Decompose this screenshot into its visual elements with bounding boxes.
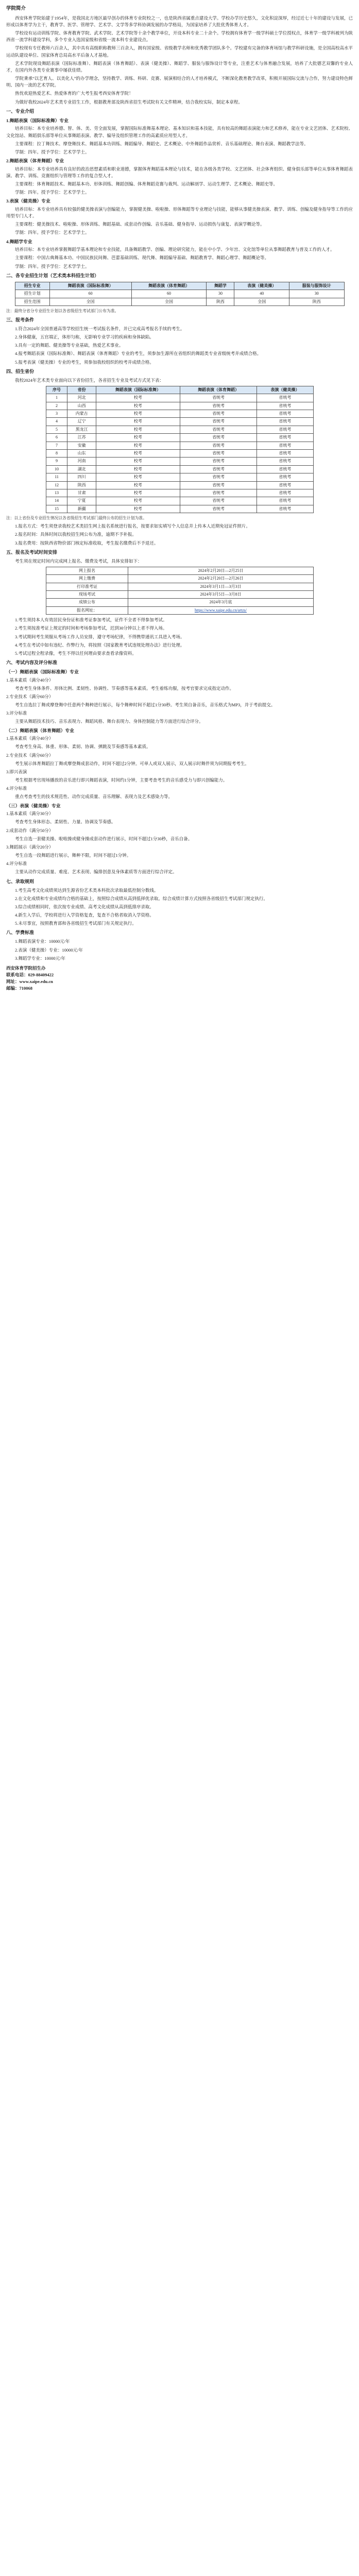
table-row bbox=[46, 442, 313, 449]
table-row bbox=[46, 402, 313, 410]
admission-rule: 3.综合成绩相同时，依次按专业成绩、高考文化成绩从高到低排序录取。 bbox=[15, 904, 154, 909]
table-row bbox=[46, 410, 313, 418]
table-note: 注：最终分省分专业招生计划以各省级招生考试部门公布为准。 bbox=[6, 308, 119, 313]
provinces-intro: 我校2024年艺术类专业面向以下省份招生，各省招生专业及考试方式见下表： bbox=[15, 377, 164, 383]
major-paragraph: 主要课程：健美操技术、啦啦操、形体训练、舞蹈基础、成套动作创编、音乐基础、健身指导、运动损伤与康复、表演学概论等。 bbox=[15, 222, 265, 227]
table-cell: 校考 bbox=[96, 442, 180, 449]
contact-line: 联系电话：029-88409422 bbox=[6, 972, 54, 978]
table-cell: 10 bbox=[46, 465, 67, 473]
table-cell: 30 bbox=[207, 290, 234, 298]
major-paragraph: 培养目标：本专业培养掌握舞蹈学基本理论和专业技能，具备舞蹈教学、创编、理论研究能力，能在中小学、少年宫、文化馆等单位从事舞蹈教育与普及工作的人才。 bbox=[15, 247, 335, 252]
table-cell: 内蒙古 bbox=[67, 410, 96, 418]
table-row bbox=[46, 394, 313, 402]
table-cell: 河南 bbox=[67, 457, 96, 465]
table-cell: 省统考 bbox=[257, 481, 313, 489]
table-row bbox=[46, 434, 313, 442]
table-cell: 河北 bbox=[67, 394, 96, 402]
major-paragraph: 主要课程：中国古典舞基本功、中国民族民间舞、芭蕾基础训练、现代舞、舞蹈编导基础、舞蹈教育学、舞蹈心理学、舞蹈概论等。 bbox=[15, 255, 269, 261]
table-cell: 40 bbox=[234, 290, 289, 298]
table-cell: 15 bbox=[46, 505, 67, 513]
table-header-cell: 舞蹈表演（体育舞蹈） bbox=[131, 282, 207, 290]
table-cell: 校考 bbox=[96, 489, 180, 497]
table-cell: 6 bbox=[46, 434, 67, 442]
table-header-cell: 舞蹈表演（体育舞蹈） bbox=[180, 386, 257, 394]
exam-rule: 1.考生须持本人有效居民身份证和准考证参加考试，证件不全者不得参加考试。 bbox=[15, 617, 167, 623]
exam-item-text: 主要从动作完成质量、难度、艺术表现、编排创意及身体素质等方面进行综合评定。 bbox=[15, 869, 177, 875]
table-row bbox=[46, 575, 313, 583]
intro-paragraph: 学校现有专任教师六百余人，其中具有高级职称教师三百余人，拥有国家级、省级教学名师和优秀教学团队多个。学校建有完备的体育场馆与教学科研设施，是全国高校高水平运动队建设单位、国家体育总局高水平后备人才基地。 bbox=[6, 45, 353, 58]
tuition-item: 2.表演（健美操）专业：10000元/年 bbox=[15, 947, 83, 953]
exam-item-title: 2.专业技术（满分60分） bbox=[6, 752, 54, 758]
table-cell: 省统考 bbox=[180, 394, 257, 402]
table-cell: 11 bbox=[46, 473, 67, 481]
table-cell: 陕西 bbox=[289, 298, 344, 306]
exam-rule: 5.考试过程全程录像，考生不得以任何理由要求查看录像资料。 bbox=[15, 650, 136, 656]
tuition-item: 3.舞蹈学专业：10000元/年 bbox=[15, 955, 65, 961]
table-cell: 5 bbox=[46, 426, 67, 433]
table-cell: 招生计划 bbox=[15, 290, 49, 298]
table-cell: 省统考 bbox=[180, 465, 257, 473]
exam-rule: 4.考生在考试中如有违纪、作弊行为，将按照《国家教育考试违规处理办法》进行处理。 bbox=[15, 642, 185, 648]
table-cell: 现场考试 bbox=[46, 591, 128, 599]
major-paragraph: 学制：四年。授予学位：艺术学学士。 bbox=[15, 190, 90, 195]
table-row bbox=[46, 599, 313, 606]
exam-item-text: 考生自选一套健美操、啦啦操或健身操成套动作进行展示，时间不超过1分30秒，音乐自备。 bbox=[15, 836, 193, 841]
table-cell: 30 bbox=[289, 290, 344, 298]
section-title-majors: 一、专业介绍 bbox=[6, 108, 35, 114]
table-cell: 7 bbox=[46, 442, 67, 449]
provinces-table-body bbox=[46, 394, 313, 513]
exam-item-title: 3.即兴表演 bbox=[6, 769, 27, 774]
section-title-plan: 二、各专业招生计划（艺术类本科招生计划） bbox=[6, 273, 99, 278]
document-page bbox=[6, 3, 353, 992]
intro-paragraph: 西安体育学院始建于1954年，是我国北方地区最早创办的体育专业院校之一，也是陕西省属重点建设大学。学校办学历史悠久，文化积淀深厚，经过近七十年的建设与发展，已形成以体育学为主干，教育学、医学、管理学、艺术学、文学等多学科协调发展的办学格局，为国家培养了大批优秀体育人才。 bbox=[6, 15, 353, 27]
table-cell: 省统考 bbox=[180, 505, 257, 513]
table-cell: 校考 bbox=[96, 450, 180, 457]
major-heading: 4.舞蹈学专业 bbox=[6, 239, 32, 244]
schedule-intro: 考生须在规定时间内完成网上报名、缴费及考试，具体安排如下： bbox=[15, 558, 142, 564]
table-cell: 省统考 bbox=[257, 418, 313, 426]
intro-paragraph: 为做好我校2024年艺术类专业招生工作，根据教育部及陕西省招生考试院有关文件精神，结合我校实际，制定本章程。 bbox=[15, 99, 243, 105]
table-cell: 省统考 bbox=[257, 394, 313, 402]
table-cell: 省统考 bbox=[257, 434, 313, 442]
exam-item-text: 考生自选一段舞蹈进行展示，舞种不限，时间不超过1分钟。 bbox=[15, 853, 131, 858]
table-cell: 校考 bbox=[96, 473, 180, 481]
exam-item-text: 重点考查考生的技术规范性、动作完成质量、音乐理解、表现力及艺术感染力等。 bbox=[15, 794, 173, 800]
table-row bbox=[46, 426, 313, 433]
intro-section bbox=[6, 15, 353, 106]
table-row bbox=[46, 489, 313, 497]
table-cell: 省统考 bbox=[180, 481, 257, 489]
exam-item-text: 主要从舞蹈技术技巧、音乐表现力、舞蹈风格、舞台表现力、身体控制能力等方面进行综合评分。 bbox=[15, 719, 203, 724]
table-cell: 宁夏 bbox=[67, 497, 96, 505]
table-cell: 4 bbox=[46, 418, 67, 426]
exam-item-text: 考查考生身体条件、形体比例、柔韧性、协调性、节奏感等基本素质。考生着练功服，按考官要求完成指定动作。 bbox=[15, 685, 234, 691]
major-paragraph: 培养目标：本专业培养具有良好的政治思想素质和职业道德，掌握体育舞蹈基本理论与技术，能在各级各类学校、文艺团体、社会体育组织、健身俱乐部等单位从事体育舞蹈表演、教学、训练、竞赛组织与管理等工作的复合型人才。 bbox=[6, 166, 353, 178]
table-cell: 省统考 bbox=[180, 457, 257, 465]
table-cell bbox=[128, 606, 313, 614]
table-header-cell: 舞蹈表演（国际标准舞） bbox=[49, 282, 131, 290]
table-cell: 网上缴费 bbox=[46, 575, 128, 583]
exam-rule: 2.考生须按准考证上规定的时间和考场参加考试，迟到30分钟以上者不得入场。 bbox=[15, 625, 167, 631]
section-title-provinces: 四、招生省份 bbox=[6, 368, 35, 374]
section-title-tuition: 八、学费标准 bbox=[6, 930, 35, 936]
table-cell: 校考 bbox=[96, 394, 180, 402]
table-row bbox=[46, 450, 313, 457]
intro-paragraph: 学校设有运动训练学院、体育教育学院、武术学院、艺术学院等十余个教学单位，开设本科专业二十余个。学校拥有体育学一级学科硕士学位授权点，体育学一级学科被列为陕西省一流学科建设学科，多个专业入选国家级和省级一流本科专业建设点。 bbox=[6, 30, 353, 43]
tuition-section bbox=[6, 938, 353, 962]
table-cell: 省统考 bbox=[257, 497, 313, 505]
major-paragraph: 学制：四年。授予学位：艺术学学士。 bbox=[15, 230, 90, 235]
schedule-table bbox=[46, 567, 314, 615]
table-cell: 校考 bbox=[96, 457, 180, 465]
table-cell: 校考 bbox=[96, 481, 180, 489]
table-cell: 陕西 bbox=[67, 481, 96, 489]
majors-section bbox=[6, 117, 353, 270]
table-row bbox=[46, 473, 313, 481]
exam-item-title: 4.评分标准 bbox=[6, 861, 27, 867]
requirement-item: 4.报考舞蹈表演（国际标准舞）、舞蹈表演（体育舞蹈）专业的考生，须参加生源所在省组织的舞蹈类专业省级统考并成绩合格。 bbox=[15, 351, 262, 357]
major-paragraph: 主要课程：体育舞蹈技术、舞蹈基本功、形体训练、舞蹈创编、体育舞蹈竞赛与裁判、运动解剖学、运动生理学、艺术概论、舞蹈史等。 bbox=[15, 181, 278, 187]
admission-rule: 1.考生高考文化成绩须达到生源省份艺术类本科批次录取最低控制分数线。 bbox=[15, 887, 159, 893]
table-cell: 省统考 bbox=[257, 410, 313, 418]
table-cell: 省统考 bbox=[257, 465, 313, 473]
table-cell: 2024年2月20日—2月25日 bbox=[128, 567, 313, 574]
exam-item-title: 1.基本素质（满分30分） bbox=[6, 811, 54, 817]
table-cell: 全国 bbox=[49, 298, 131, 306]
table-cell: 省统考 bbox=[180, 489, 257, 497]
tuition-item: 1.舞蹈表演专业：10000元/年 bbox=[15, 939, 70, 944]
registration-item: 2.报名时间：具体时间以我校招生网公布为准，逾期不予补报。 bbox=[15, 532, 136, 537]
registration-item: 3.报名费用：按陕西省物价部门核定标准收取，考生报名缴费后不予退还。 bbox=[15, 540, 159, 546]
exam-item-title: 2.专业技术（满分60分） bbox=[6, 693, 54, 699]
table-header-cell: 表演（健美操） bbox=[234, 282, 289, 290]
table-cell: 辽宁 bbox=[67, 418, 96, 426]
major-heading: 3.表演（健美操）专业 bbox=[6, 198, 50, 204]
admission-rule: 4.新生入学后，学校将进行入学资格复查，复查不合格者取消入学资格。 bbox=[15, 912, 154, 918]
table-cell: 全国 bbox=[234, 298, 289, 306]
table-cell: 省统考 bbox=[180, 410, 257, 418]
table-cell: 2024年3月5日—3月8日 bbox=[128, 591, 313, 599]
contact-line: 邮编：710068 bbox=[6, 986, 33, 991]
major-heading: 2.舞蹈表演（体育舞蹈）专业 bbox=[6, 158, 64, 164]
table-cell: 校考 bbox=[96, 465, 180, 473]
table-cell: 省统考 bbox=[180, 497, 257, 505]
contact-line: 网址：www.xaipe.edu.cn bbox=[6, 979, 53, 985]
major-heading: 1.舞蹈表演（国际标准舞）专业 bbox=[6, 117, 69, 123]
table-cell: 省统考 bbox=[180, 434, 257, 442]
contact-line: 西安体育学院招生办 bbox=[6, 965, 46, 971]
table-cell: 校考 bbox=[96, 434, 180, 442]
table-row bbox=[46, 583, 313, 590]
section-title-admission: 七、录取规则 bbox=[6, 878, 35, 884]
requirement-item: 3.具有一定的舞蹈、健美操等专业基础，热爱艺术事业。 bbox=[15, 343, 124, 348]
table-header-cell: 表演（健美操） bbox=[257, 386, 313, 394]
major-paragraph: 学制：四年。授予学位：艺术学学士。 bbox=[15, 149, 90, 155]
table-header-cell: 省份 bbox=[67, 386, 96, 394]
table-cell: 2024年3月底 bbox=[128, 599, 313, 606]
table-cell: 省统考 bbox=[257, 473, 313, 481]
table-cell: 招生范围 bbox=[15, 298, 49, 306]
requirement-item: 2.身体健康，五官端正，体形匀称，无影响专业学习的疾病和身体缺陷。 bbox=[15, 334, 154, 340]
table-cell: 1 bbox=[46, 394, 67, 402]
table-cell: 校考 bbox=[96, 402, 180, 410]
exam-item-title: 1.基本素质（满分40分） bbox=[6, 736, 54, 741]
table-cell: 报名网址： bbox=[46, 606, 128, 614]
major-paragraph: 培养目标：本专业培养德、智、体、美、劳全面发展，掌握国际标准舞基本理论、基本知识和基本技能，具有较高的舞蹈表演能力和艺术修养，能在专业文艺团体、艺术院校、文化馆站、舞蹈俱乐部等单位从事舞蹈表演、教学、编导及组织管理工作的高素质应用型人才。 bbox=[6, 126, 353, 138]
section-title-schedule: 五、报名及考试时间安排 bbox=[6, 549, 58, 555]
exam-item-title: 2.成套动作（满分50分） bbox=[6, 827, 54, 833]
table-cell: 省统考 bbox=[257, 457, 313, 465]
exam-major-heading: （二）舞蹈表演（体育舞蹈）专业 bbox=[6, 727, 74, 733]
enrollment-plan-table bbox=[15, 282, 345, 306]
table-cell: 60 bbox=[131, 290, 207, 298]
major-paragraph: 主要课程：拉丁舞技术、摩登舞技术、舞蹈基本功训练、舞蹈编导、舞蹈史、艺术概论、中外舞蹈作品赏析、音乐基础理论、舞台表演、舞蹈教学法等。 bbox=[15, 141, 309, 146]
exam-item-title: 3.评分标准 bbox=[6, 710, 27, 716]
table-header-cell: 招生专业 bbox=[15, 282, 49, 290]
table-cell: 成绩公布 bbox=[46, 599, 128, 606]
table-header-row bbox=[15, 282, 344, 290]
exam-item-text: 考生自选拉丁舞或摩登舞中任意两个舞种进行展示，每个舞种时间不超过1分30秒。考生须自备音乐，音乐格式为MP3，并于考前提交。 bbox=[15, 702, 276, 708]
table-header-row bbox=[46, 386, 313, 394]
exam-content-section bbox=[6, 669, 353, 876]
table-cell: 校考 bbox=[96, 505, 180, 513]
table-row bbox=[46, 606, 313, 614]
table-cell: 3 bbox=[46, 410, 67, 418]
intro-paragraph: 热忱欢迎热爱艺术、热爱体育的广大考生报考西安体育学院！ bbox=[15, 91, 133, 96]
table-cell: 陕西 bbox=[207, 298, 234, 306]
exam-item-text: 考生根据考官现场播放的音乐进行即兴舞蹈表演，时间约1分钟，主要考查考生的音乐感受力与即兴创编能力。 bbox=[15, 777, 228, 783]
admission-rule: 2.在文化成绩和专业成绩均合格的基础上，按照综合成绩从高到低择优录取。综合成绩计算方式按照各省级招生考试部门规定执行。 bbox=[15, 895, 268, 901]
table-row bbox=[15, 290, 344, 298]
table-cell: 安徽 bbox=[67, 442, 96, 449]
exam-major-heading: （三）表演（健美操）专业 bbox=[6, 803, 61, 808]
table-cell: 2 bbox=[46, 402, 67, 410]
table-header-cell: 服装与服饰设计 bbox=[289, 282, 344, 290]
table-header-cell: 舞蹈学 bbox=[207, 282, 234, 290]
table-note: 注：以上省份及专业招生情况以各省级招生考试部门最终公布的招生计划为准。 bbox=[6, 516, 147, 521]
exam-item-title: 4.评分标准 bbox=[6, 786, 27, 791]
table-cell: 省统考 bbox=[180, 450, 257, 457]
table-cell: 2024年2月20日—2月26日 bbox=[128, 575, 313, 583]
table-row bbox=[46, 418, 313, 426]
table-cell: 江苏 bbox=[67, 434, 96, 442]
admission-section bbox=[6, 887, 353, 927]
table-row bbox=[46, 457, 313, 465]
table-cell: 网上报名 bbox=[46, 567, 128, 574]
intro-paragraph: 艺术学院现设舞蹈表演（国际标准舞）、舞蹈表演（体育舞蹈）、表演（健美操）、舞蹈学、服装与服饰设计等专业，注重艺术与体育融合发展，培养了大批德艺双馨的专业人才，在国内外各类专业赛事中屡获佳绩。 bbox=[6, 60, 353, 73]
table-row bbox=[46, 497, 313, 505]
section-title-exam-content: 六、考试内容及评分标准 bbox=[6, 660, 58, 666]
table-row bbox=[46, 481, 313, 489]
exam-major-heading: （一）舞蹈表演（国际标准舞）专业 bbox=[6, 669, 79, 674]
exam-item-title: 3.舞蹈展示（满分20分） bbox=[6, 844, 54, 850]
section-title-requirements: 三、报考条件 bbox=[6, 317, 35, 323]
exam-item-text: 考查考生身高、体重、形体、柔韧、协调、弹跳及节奏感等基本素质。 bbox=[15, 744, 151, 750]
table-cell: 13 bbox=[46, 489, 67, 497]
requirement-item: 1.符合2024年全国普通高等学校招生统一考试报名条件，并已完成高考报名手续的考生。 bbox=[15, 326, 185, 331]
table-cell: 山东 bbox=[67, 450, 96, 457]
exam-rule: 3.考试期间考生须服从考场工作人员安排，遵守考场纪律，不得携带通讯工具进入考场。 bbox=[15, 634, 185, 639]
table-cell: 9 bbox=[46, 457, 67, 465]
table-row bbox=[46, 567, 313, 574]
table-cell: 省统考 bbox=[257, 426, 313, 433]
table-header-cell: 舞蹈表演（国际标准舞） bbox=[96, 386, 180, 394]
table-cell: 打印准考证 bbox=[46, 583, 128, 590]
exam-item-title: 1.基本素质（满分40分） bbox=[6, 677, 54, 683]
table-cell: 校考 bbox=[96, 418, 180, 426]
admission-rule: 5.未尽事宜，按照教育部和各省级招生考试部门有关规定执行。 bbox=[15, 921, 136, 926]
table-cell: 校考 bbox=[96, 497, 180, 505]
table-cell: 省统考 bbox=[257, 489, 313, 497]
table-cell: 新疆 bbox=[67, 505, 96, 513]
table-cell: 省统考 bbox=[180, 473, 257, 481]
provinces-table bbox=[46, 386, 314, 513]
table-cell: 校考 bbox=[96, 426, 180, 433]
table-cell: 湖北 bbox=[67, 465, 96, 473]
exam-item-text: 考生展示体育舞蹈拉丁舞或摩登舞成套动作，时间不超过2分钟。可单人或双人展示，双人展示时舞伴须为同期报考考生。 bbox=[15, 760, 249, 766]
table-row bbox=[15, 298, 344, 306]
table-cell: 省统考 bbox=[180, 402, 257, 410]
table-cell: 全国 bbox=[131, 298, 207, 306]
table-cell: 校考 bbox=[96, 410, 180, 418]
table-cell: 山西 bbox=[67, 402, 96, 410]
registration-item: 1.报名方式：考生须登录我校艺术类招生网上报名系统进行报名，按要求如实填写个人信息并上传本人近期免冠证件照片。 bbox=[15, 523, 250, 529]
requirement-item: 5.报考表演（健美操）专业的考生，须参加我校组织的校考并成绩合格。 bbox=[15, 359, 154, 365]
table-cell: 甘肃 bbox=[67, 489, 96, 497]
table-cell: 四川 bbox=[67, 473, 96, 481]
table-cell: 省统考 bbox=[180, 442, 257, 449]
major-paragraph: 培养目标：本专业培养具有较强的健美操表演与创编能力，掌握健美操、啦啦操、形体舞蹈等专业理论与技能，能够从事健美操表演、教学、训练、创编及健身指导等工作的应用型专门人才。 bbox=[6, 206, 353, 219]
table-row bbox=[46, 591, 313, 599]
table-cell: 8 bbox=[46, 450, 67, 457]
table-cell: 省统考 bbox=[257, 442, 313, 449]
table-cell: 2024年3月1日—3月3日 bbox=[128, 583, 313, 590]
registration-link[interactable]: https://www.xaipe.edu.cn/artzs/ bbox=[194, 607, 247, 613]
table-cell: 14 bbox=[46, 497, 67, 505]
table-row bbox=[46, 505, 313, 513]
table-cell: 省统考 bbox=[180, 426, 257, 433]
table-cell: 60 bbox=[49, 290, 131, 298]
exam-item-text: 考查考生身体形态、柔韧性、力量、协调及节奏感。 bbox=[15, 819, 116, 825]
intro-title: 学院简介 bbox=[6, 6, 26, 11]
table-cell: 省统考 bbox=[257, 402, 313, 410]
table-cell: 省统考 bbox=[257, 450, 313, 457]
major-paragraph: 学制：四年。授予学位：艺术学学士。 bbox=[15, 263, 90, 269]
table-row bbox=[46, 465, 313, 473]
table-cell: 12 bbox=[46, 481, 67, 489]
table-header-cell: 序号 bbox=[46, 386, 67, 394]
intro-paragraph: 学院秉承“以艺育人、以美化人”的办学理念，坚持教学、训练、科研、竞赛、展演相结合的人才培养模式，不断深化教育教学改革，积极开展国际交流与合作，努力建设特色鲜明、国内一流的艺术学院。 bbox=[6, 76, 353, 88]
table-cell: 省统考 bbox=[257, 505, 313, 513]
table-cell: 黑龙江 bbox=[67, 426, 96, 433]
table-cell: 省统考 bbox=[180, 418, 257, 426]
contact-footer bbox=[6, 965, 353, 992]
requirements-section bbox=[6, 326, 353, 366]
